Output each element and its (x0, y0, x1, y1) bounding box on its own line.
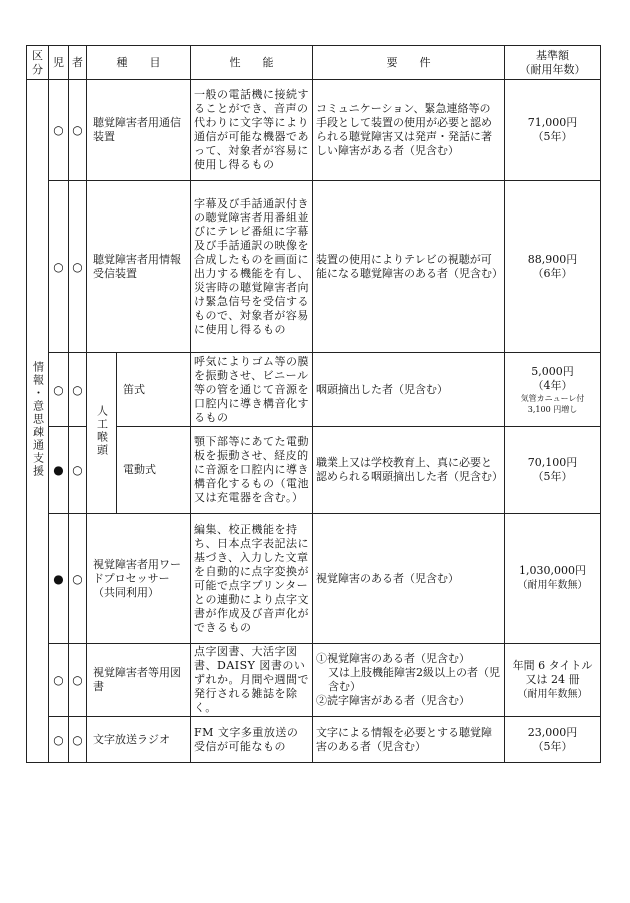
adult-mark: ○ (69, 514, 87, 644)
sub-category-cell (87, 353, 117, 514)
requirement-text: 装置の使用によりテレビの視聴が可能になる聴覚障害のある者（児含む） (313, 181, 505, 353)
item-name: 視覚障害者用ワードプロセッサー（共同利用） (87, 514, 191, 644)
requirement-item-1-cont: 又は上肢機能障害2級以上の者（児含む） (328, 666, 500, 693)
performance-text: 字幕及び手話通訳付きの聴覚障害者用番組並びにテレビ番組に字幕及び手話通訳の映像を合成したものを画面に出力する機能を有し、災害時の聴覚障害者向け緊急信号を受信するもので、対象者が容易に使用し得るもの (191, 181, 313, 353)
amount-note: 気管カニューレ付 3,100 円増し (520, 393, 585, 414)
amount-years: （5年） (532, 130, 573, 143)
requirement-text: コミュニケーション、緊急連絡等の手段として装置の使用が必要と認められる聴覚障害又は発声・発話に著しい障害がある者（児含む） (313, 80, 505, 181)
header-adult: 者 (69, 46, 87, 80)
amount-years: （6年） (532, 266, 573, 280)
child-mark: ○ (49, 80, 69, 181)
table-row (27, 514, 601, 644)
adult-mark: ○ (69, 644, 87, 717)
header-amount (505, 46, 601, 80)
item-name: 文字放送ラジオ (87, 717, 191, 763)
child-mark: ○ (49, 353, 69, 427)
performance-text: 編集、校正機能を持ち、日本点字表記法に基づき、入力した文章を自動的に点字変換が可能で点字プリンターとの連動により点字文書が作成及び音声化ができるもの (191, 514, 313, 644)
child-mark: ○ (49, 644, 69, 717)
child-mark: ○ (49, 181, 69, 353)
adult-mark: ○ (69, 353, 87, 427)
amount-years: （4年） (532, 378, 573, 392)
amount-years: （5年） (532, 739, 573, 753)
amount-cell (505, 644, 601, 717)
table-row (27, 717, 601, 763)
equipment-table (26, 45, 601, 763)
header-category: 区分 (27, 46, 49, 80)
amount-cell (505, 80, 601, 181)
amount-value: 5,000円 (531, 364, 574, 378)
item-name: 電動式 (117, 427, 191, 514)
category-label: 情報・意思疎通支援 (31, 360, 45, 478)
item-name: 笛式 (117, 353, 191, 427)
header-row (27, 46, 601, 80)
table-row (27, 181, 601, 353)
amount-years: （耐用年数無） (517, 580, 588, 591)
performance-text: FM 文字多重放送の受信が可能なもの (191, 717, 313, 763)
header-amount-label: 基準額 (536, 48, 569, 62)
amount-cell (505, 514, 601, 644)
amount-cell (505, 427, 601, 514)
child-mark: ● (49, 514, 69, 644)
table-row (27, 353, 601, 427)
item-name: 聴覚障害者用情報受信装置 (87, 181, 191, 353)
amount-cell (505, 353, 601, 427)
header-amount-years: （耐用年数） (519, 62, 586, 76)
requirement-text: 咽頭摘出した者（児含む） (313, 353, 505, 427)
adult-mark: ○ (69, 427, 87, 514)
header-requirement: 要 件 (313, 46, 505, 80)
child-mark: ● (49, 427, 69, 514)
amount-years: （5年） (532, 470, 573, 483)
amount-value: 23,000円 (527, 725, 578, 739)
amount-years: （耐用年数無） (517, 688, 588, 700)
amount-value: 88,900円 (527, 252, 578, 266)
sub-category-label: 人工喉頭 (95, 405, 109, 457)
requirement-text (313, 644, 505, 717)
performance-text: 顎下部等にあてた電動板を振動させ、経皮的に音源を口腔内に導き構音化するもの（電池又は充電器を含む。） (191, 427, 313, 514)
header-performance: 性 能 (191, 46, 313, 80)
amount-value: 1,030,000円 (519, 564, 586, 577)
performance-text: 呼気によりゴム等の膜を振動させ、ビニール等の管を通じて音源を口腔内に導き構音化するもの (191, 353, 313, 427)
requirement-text: 職業上又は学校教育上、真に必要と認められる咽頭摘出した者（児含む） (313, 427, 505, 514)
amount-value: 70,100円 (527, 456, 578, 469)
header-child: 児 (49, 46, 69, 80)
amount-cell (505, 717, 601, 763)
adult-mark: ○ (69, 181, 87, 353)
requirement-text: 文字による情報を必要とする聴覚障害のある者（児含む） (313, 717, 505, 763)
performance-text: 一般の電話機に接続することができ、音声の代わりに文字等により通信が可能な機器であって、対象者が容易に使用し得るもの (191, 80, 313, 181)
amount-cell (505, 181, 601, 353)
amount-value: 71,000円 (527, 116, 578, 129)
child-mark: ○ (49, 717, 69, 763)
requirement-text: 視覚障害のある者（児含む） (313, 514, 505, 644)
header-item: 種 目 (87, 46, 191, 80)
requirement-item-2: ②読字障害がある者（児含む） (316, 694, 470, 707)
table-row (27, 80, 601, 181)
table-row (27, 644, 601, 717)
performance-text: 点字図書、大活字図書、DAISY 図書のいずれか。月間や週間で発行される雑誌を除く。 (191, 644, 313, 717)
item-name: 視覚障害者等用図書 (87, 644, 191, 717)
amount-value: 年間 6 タイトル又は 24 冊 (512, 658, 593, 686)
adult-mark: ○ (69, 80, 87, 181)
item-name: 聴覚障害者用通信装置 (87, 80, 191, 181)
category-cell (27, 80, 49, 763)
requirement-item-1: ①視覚障害のある者（児含む） (316, 652, 470, 665)
adult-mark: ○ (69, 717, 87, 763)
